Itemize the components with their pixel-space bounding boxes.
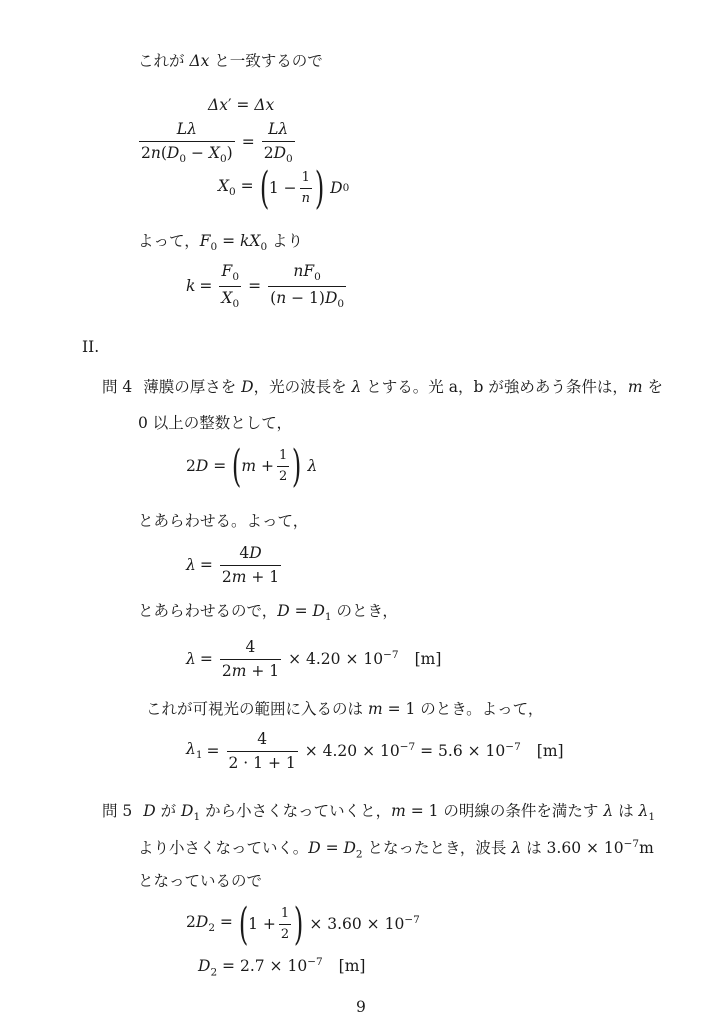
q4-equation-lambda-value: λ = $\frac{4}{2m + 1}$ × $4.20 \times 10^{-7}$ [m] <box>186 638 442 680</box>
q4-label: 問 4 <box>102 378 133 396</box>
q5-equation-2d2: $2D_2$ = ( 1 + $\frac{1}{2}$ ) × $3.60 \times 10^{-7}$ <box>186 898 420 950</box>
equation-delta-x: Δx′ = Δx <box>208 96 275 114</box>
q5-label: 問 5 <box>102 802 133 820</box>
q5-equation-d2: $D_2 = 2.7 \times 10^{-7}$ [m] <box>198 956 366 979</box>
q5-unit: [m] <box>338 957 366 976</box>
equation-k: k = $\frac{F_0}{X_0}$ = $\frac{nF_0}{(n - 1)D_0}$ <box>186 262 345 310</box>
q4-line2: 0 以上の整数として， <box>138 414 292 432</box>
q5-line3: となっているので <box>138 872 263 890</box>
q5-line1: 問 5 D が $D_1$ から小さくなっていくと，m = 1 の明線の条件を満たす λ は $\lambda_1$ <box>102 802 656 824</box>
q4-equation-lambda1: $\lambda_1$ = $\frac{4}{2 \cdot 1 + 1}$ × $4.20 \times 10^{-7} = 5.6 \times 10^{-7}$ [m] <box>186 730 564 772</box>
q4-equation-2d: 2D = ( m + $\frac{1}{2}$ ) λ <box>186 440 318 492</box>
intro-text: これが Δx と一致するので <box>138 52 323 70</box>
equation-x0: $X_0$ = ( 1 − $\frac{1}{n}$ ) D 0 <box>218 162 350 214</box>
q5-line2: より小さくなっていく。$D = D_2$ となったとき，波長 λ は $3.60 \times 10^{-7}m$ <box>138 838 654 861</box>
q4-unit: [m] <box>414 649 442 668</box>
q4-unit-2: [m] <box>536 741 564 760</box>
q4-text1: とあらわせる。よって， <box>138 512 309 530</box>
q4-text2: とあらわせるので，$D = D_1$ のとき， <box>138 602 398 624</box>
text-yotte: よって，$F_0 = kX_0$ より <box>138 232 304 254</box>
equation-l-lambda: $\frac{L\lambda}{2n(D_0 - X_0)}$ = $\frac{L\lambda}{2D_0}$ <box>141 120 293 165</box>
q4-line1: 問 4 薄膜の厚さを D，光の波長を λ とする。光 a，b が強めあう条件は，m を <box>102 378 663 396</box>
page-number: 9 <box>356 998 366 1016</box>
section-label: II. <box>82 338 100 356</box>
q4-equation-lambda: λ = $\frac{4D}{2m + 1}$ <box>186 544 280 586</box>
q4-text3: これが可視光の範囲に入るのは m = 1 のとき。よって， <box>146 700 544 718</box>
